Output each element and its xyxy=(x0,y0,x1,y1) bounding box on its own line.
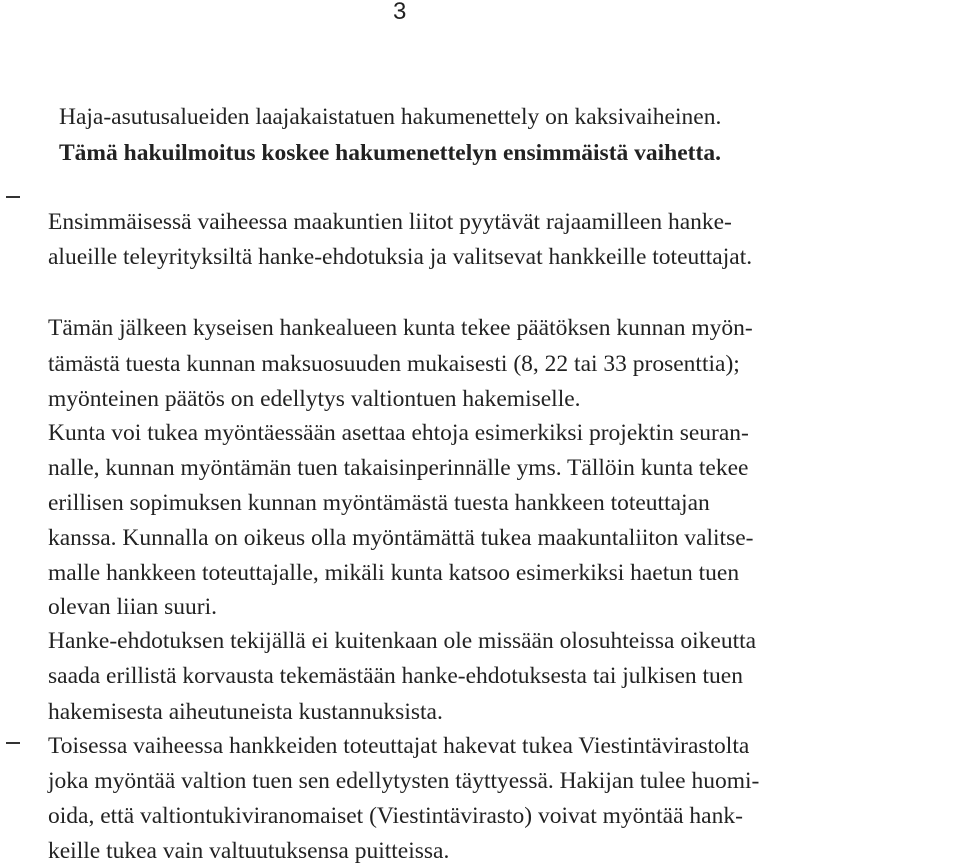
intro-line: Haja-asutusalueiden laajakaistatuen hakumenettely on kaksivaiheinen. xyxy=(59,104,722,130)
intro-bold-line: Tämä hakuilmoitus koskee hakumenettelyn ensimmäistä vaihetta. xyxy=(59,140,721,166)
text-line: tämästä tuesta kunnan maksuosuuden mukaisesti (8, 22 tai 33 prosenttia); xyxy=(48,351,740,377)
text-line: hakemisesta aiheutuneista kustannuksista. xyxy=(48,699,443,725)
text-line: kanssa. Kunnalla on oikeus olla myöntämättä tukea maakuntaliiton valitse- xyxy=(48,525,754,551)
text-line: erillisen sopimuksen kunnan myöntämästä tuesta hankkeen toteuttajan xyxy=(48,490,710,516)
text-line: Toisessa vaiheessa hankkeiden toteuttajat hakevat tukea Viestintävirastolta xyxy=(48,733,750,759)
text-line: alueille teleyrityksiltä hanke-ehdotuksia ja valitsevat hankkeille toteuttajat. xyxy=(48,244,753,270)
text-line: joka myöntää valtion tuen sen edellytysten täyttyessä. Hakijan tulee huomi- xyxy=(48,768,760,794)
bullet-dash xyxy=(6,196,20,198)
text-line: keille tukea vain valtuutuksensa puitteissa. xyxy=(48,838,450,864)
text-line: Kunta voi tukea myöntäessään asettaa ehtoja esimerkiksi projektin seuran- xyxy=(48,420,749,446)
text-line: malle hankkeen toteuttajalle, mikäli kunta katsoo esimerkiksi haetun tuen xyxy=(48,560,740,586)
text-line: nalle, kunnan myöntämän tuen takaisinperinnälle yms. Tällöin kunta tekee xyxy=(48,455,749,481)
text-line: myönteinen päätös on edellytys valtiontuen hakemiselle. xyxy=(48,386,581,412)
text-line: Hanke-ehdotuksen tekijällä ei kuitenkaan ole missään olosuhteissa oikeutta xyxy=(48,628,757,654)
text-line: Tämän jälkeen kyseisen hankealueen kunta tekee päätöksen kunnan myön- xyxy=(48,315,753,341)
text-line: oida, että valtiontukiviranomaiset (Viestintävirasto) voivat myöntää hank- xyxy=(48,803,743,829)
text-line: saada erillistä korvausta tekemästään hanke-ehdotuksesta tai julkisen tuen xyxy=(48,663,743,689)
bullet-dash xyxy=(6,742,20,744)
text-line: Ensimmäisessä vaiheessa maakuntien liitot pyytävät rajaamilleen hanke- xyxy=(48,209,732,235)
page-number: 3 xyxy=(393,0,407,25)
text-line: olevan liian suuri. xyxy=(48,594,218,620)
